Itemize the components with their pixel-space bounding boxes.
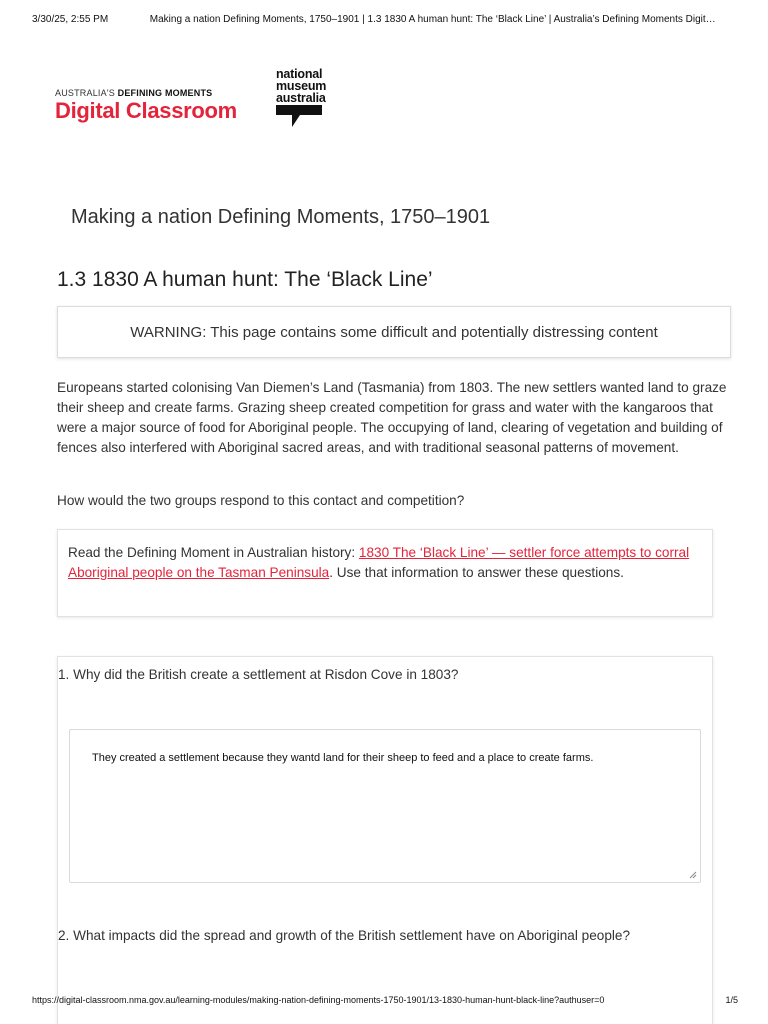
nma-line-1: national: [276, 67, 323, 81]
print-page-number: 1/5: [725, 995, 738, 1005]
read-after-text: . Use that information to answer these questions.: [329, 565, 624, 580]
defining-moment-link[interactable]: 1830 The ‘Black Line’ — settler force attempts to corral Aboriginal people on the Tasman Peninsula: [68, 545, 690, 580]
question-1-text: 1. Why did the British create a settlement at Risdon Cove in 1803?: [58, 667, 459, 682]
print-timestamp: 3/30/25, 2:55 PM: [32, 14, 109, 25]
resize-grip-icon[interactable]: [689, 871, 697, 879]
lesson-title: 1.3 1830 A human hunt: The ‘Black Line’: [57, 268, 433, 292]
question-1-answer-text: They created a settlement because they wantd land for their sheep to feed and a place to create farms.: [92, 752, 594, 764]
question-1-answer-field[interactable]: [69, 729, 701, 883]
read-before-text: Read the Defining Moment in Australian history:: [68, 545, 359, 560]
content-warning: WARNING: This page contains some difficult and potentially distressing content: [57, 306, 731, 358]
question-prompt: How would the two groups respond to this contact and competition?: [57, 493, 465, 508]
digital-classroom-logo[interactable]: [55, 88, 237, 123]
print-doc-title: Making a nation Defining Moments, 1750–1901 | 1.3 1830 A human hunt: The ‘Black Line’ | Australia’s Defining Moments Digit…: [149, 14, 716, 25]
questions-card: [57, 656, 713, 1024]
nma-logo[interactable]: [276, 68, 326, 127]
print-footer: [32, 995, 738, 1005]
question-2-text: 2. What impacts did the spread and growth of the British settlement have on Aboriginal people?: [58, 928, 631, 943]
digital-classroom-wordmark: Digital Classroom: [55, 98, 237, 123]
nma-line-2: museum: [276, 79, 327, 93]
adm-wordmark: AUSTRALIA'S DEFINING MOMENTS: [55, 88, 213, 98]
print-header: [32, 14, 748, 25]
nma-arrow-icon: [276, 105, 322, 127]
read-instruction-box: [57, 529, 713, 617]
intro-paragraph: Europeans started colonising Van Diemen’s Land (Tasmania) from 1803. The new settlers wanted land to graze their sheep and create farms. Grazing sheep created competition for grass and water with the kangaroos that were a major source of food for Aboriginal people. The occupying of land, clearing of vegetation and building of fences also interfered with Aboriginal sacred areas, and with traditional seasonal patterns of movement.: [57, 380, 727, 455]
nma-line-3: australia: [276, 91, 326, 105]
print-url: https://digital-classroom.nma.gov.au/learning-modules/making-nation-defining-moments-1750-1901/13-1830-human-hunt-black-line?authuser=0: [32, 995, 605, 1005]
module-title: Making a nation Defining Moments, 1750–1901: [71, 205, 491, 228]
